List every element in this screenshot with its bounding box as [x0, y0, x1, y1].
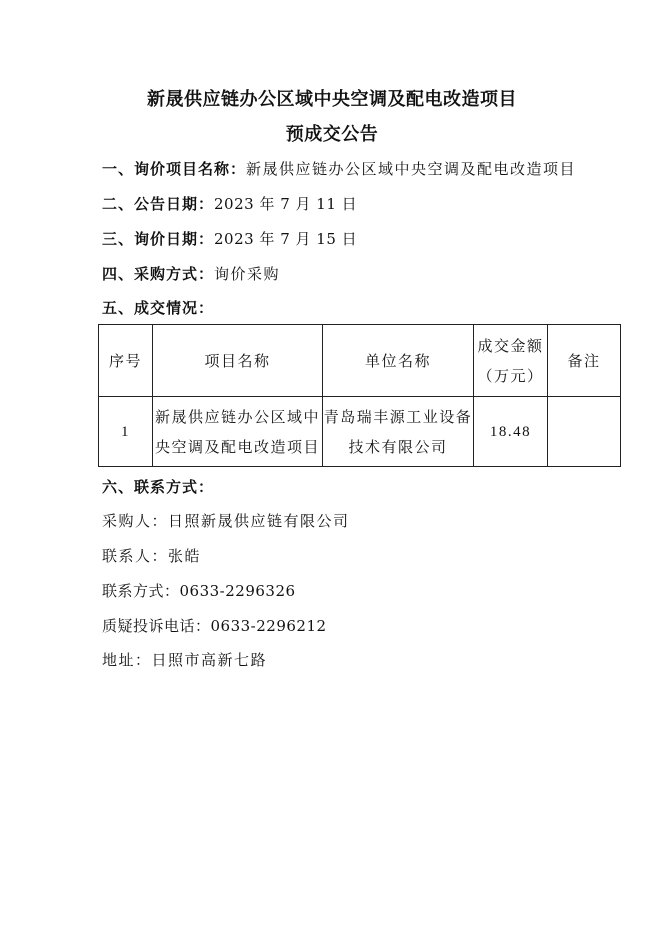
contact-person-text: 联系人：张皓: [102, 547, 202, 565]
announce-date-label: 二、公告日期：: [102, 195, 215, 213]
document-title: 新晟供应链办公区域中央空调及配电改造项目: [147, 89, 517, 110]
project-name-label: 一、询价项目名称：: [102, 160, 247, 178]
deal-status-row: [102, 298, 214, 318]
deal-status-label: 五、成交情况：: [102, 299, 215, 317]
complaint-phone-text: 质疑投诉电话：0633-2296212: [102, 617, 327, 635]
deal-table: [98, 324, 621, 467]
cell-project-name-line1: 新晟供应链办公区域中: [154, 407, 320, 426]
cell-unit-name: [323, 397, 474, 467]
announce-date-row: [102, 194, 357, 214]
header-seq: 序号: [99, 325, 153, 397]
cell-unit-name-line2: 技术有限公司: [348, 437, 448, 456]
address-text: 地址：日照市高新七路: [102, 651, 268, 669]
procurement-method-label: 四、采购方式：: [102, 265, 215, 283]
announce-date-value: 2023 年 7 月 11 日: [214, 195, 358, 213]
buyer-row: [102, 511, 350, 531]
inquiry-date-label: 三、询价日期：: [102, 230, 215, 248]
cell-note: [548, 397, 621, 467]
inquiry-date-row: [102, 229, 357, 249]
project-name-row: [102, 159, 576, 179]
address-row: [102, 650, 267, 670]
header-note: 备注: [548, 325, 621, 397]
table-row: [99, 397, 621, 467]
header-unit-name: 单位名称: [323, 325, 474, 397]
table-header-row: [99, 325, 621, 397]
procurement-method-value: 询价采购: [214, 265, 281, 283]
header-amount-line1: 成交金额: [477, 336, 544, 355]
complaint-phone-row: [102, 616, 327, 636]
contact-phone-text: 联系方式：0633-2296326: [102, 582, 296, 600]
contact-section-row: [102, 477, 214, 497]
document-subtitle: 预成交公告: [285, 124, 379, 145]
inquiry-date-value: 2023 年 7 月 15 日: [214, 230, 358, 248]
cell-project-name-line2: 央空调及配电改造项目: [154, 437, 320, 456]
contact-person-row: [102, 546, 201, 566]
contact-phone-row: [102, 581, 296, 601]
procurement-method-row: [102, 264, 280, 284]
cell-amount: 18.48: [474, 397, 548, 467]
cell-project-name: [153, 397, 323, 467]
header-project-name: 项目名称: [153, 325, 323, 397]
project-name-value: 新晟供应链办公区域中央空调及配电改造项目: [246, 160, 577, 178]
header-amount-line2: （万元）: [477, 366, 544, 385]
header-amount: [474, 325, 548, 397]
cell-unit-name-line1: 青岛瑞丰源工业设备: [323, 407, 473, 426]
buyer-text: 采购人：日照新晟供应链有限公司: [102, 512, 350, 530]
contact-section-label: 六、联系方式：: [102, 478, 215, 496]
cell-seq: 1: [99, 397, 153, 467]
